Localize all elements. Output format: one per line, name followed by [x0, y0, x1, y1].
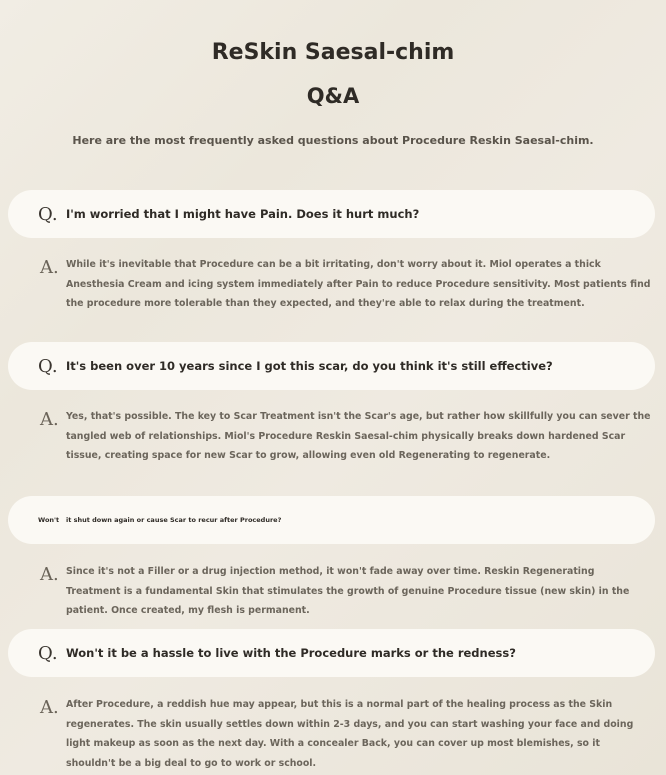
- q-marker: Won't: [38, 516, 60, 524]
- answer-text: Since it's not a Filler or a drug injection method, it won't fade away over time. Reskin Regenerating Treatment is a fundamental Skin that stimulates the growth of genuine Procedure tissue (new skin) in the patient. Once created, my flesh is permanent.: [66, 566, 630, 616]
- a-marker: A.: [40, 564, 59, 585]
- answer-text: After Procedure, a reddish hue may appear, but this is a normal part of the healing process as the Skin regenerates. The skin usually settles down within 2-3 days, and you can start washing your face and doing light makeup as soon as the next day. With a concealer Back, you can cover up most blemishes, so it shouldn't be a big deal to go to work or school.: [66, 699, 634, 769]
- a-marker: A.: [40, 697, 59, 718]
- faq-answer-1: [40, 257, 655, 314]
- a-marker: A.: [40, 257, 59, 278]
- q-marker: Q.: [38, 203, 58, 225]
- faq-answer-3: [40, 564, 655, 621]
- answer-text: Yes, that's possible. The key to Scar Treatment isn't the Scar's age, but rather how skillfully you can sever the tangled web of relationships. Miol's Procedure Reskin Saesal-chim physically breaks down hardened Scar tissue, creating space for new Scar to grow, allowing even old Regenerating to regenerate.: [66, 411, 651, 461]
- question-text: Won't it be a hassle to live with the Procedure marks or the redness?: [66, 646, 516, 660]
- q-marker: Q.: [38, 642, 58, 664]
- faq-question-3[interactable]: [8, 496, 655, 544]
- q-marker: Q.: [38, 355, 58, 377]
- answer-text: While it's inevitable that Procedure can be a bit irritating, don't worry about it. Miol operates a thick Anesthesia Cream and icing system immediately after Pain to reduce Procedure sensitivity. Most patients find the procedure more tolerable than they expected, and they're able to relax during the treatment.: [66, 259, 651, 309]
- intro-text: Here are the most frequently asked questions about Procedure Reskin Saesal-chim.: [72, 134, 594, 147]
- faq-question-2[interactable]: [8, 342, 655, 390]
- faq-answer-2: [40, 409, 655, 466]
- faq-question-1[interactable]: [8, 190, 655, 238]
- question-text: I'm worried that I might have Pain. Does it hurt much?: [66, 207, 420, 221]
- question-text: it shut down again or cause Scar to recur after Procedure?: [66, 516, 282, 524]
- faq-question-4[interactable]: [8, 629, 655, 677]
- page-subtitle: Q&A: [306, 84, 360, 108]
- faq-answer-4: [40, 697, 655, 773]
- page-title: ReSkin Saesal-chim: [211, 40, 455, 65]
- question-text: It's been over 10 years since I got this scar, do you think it's still effective?: [66, 359, 553, 373]
- a-marker: A.: [40, 409, 59, 430]
